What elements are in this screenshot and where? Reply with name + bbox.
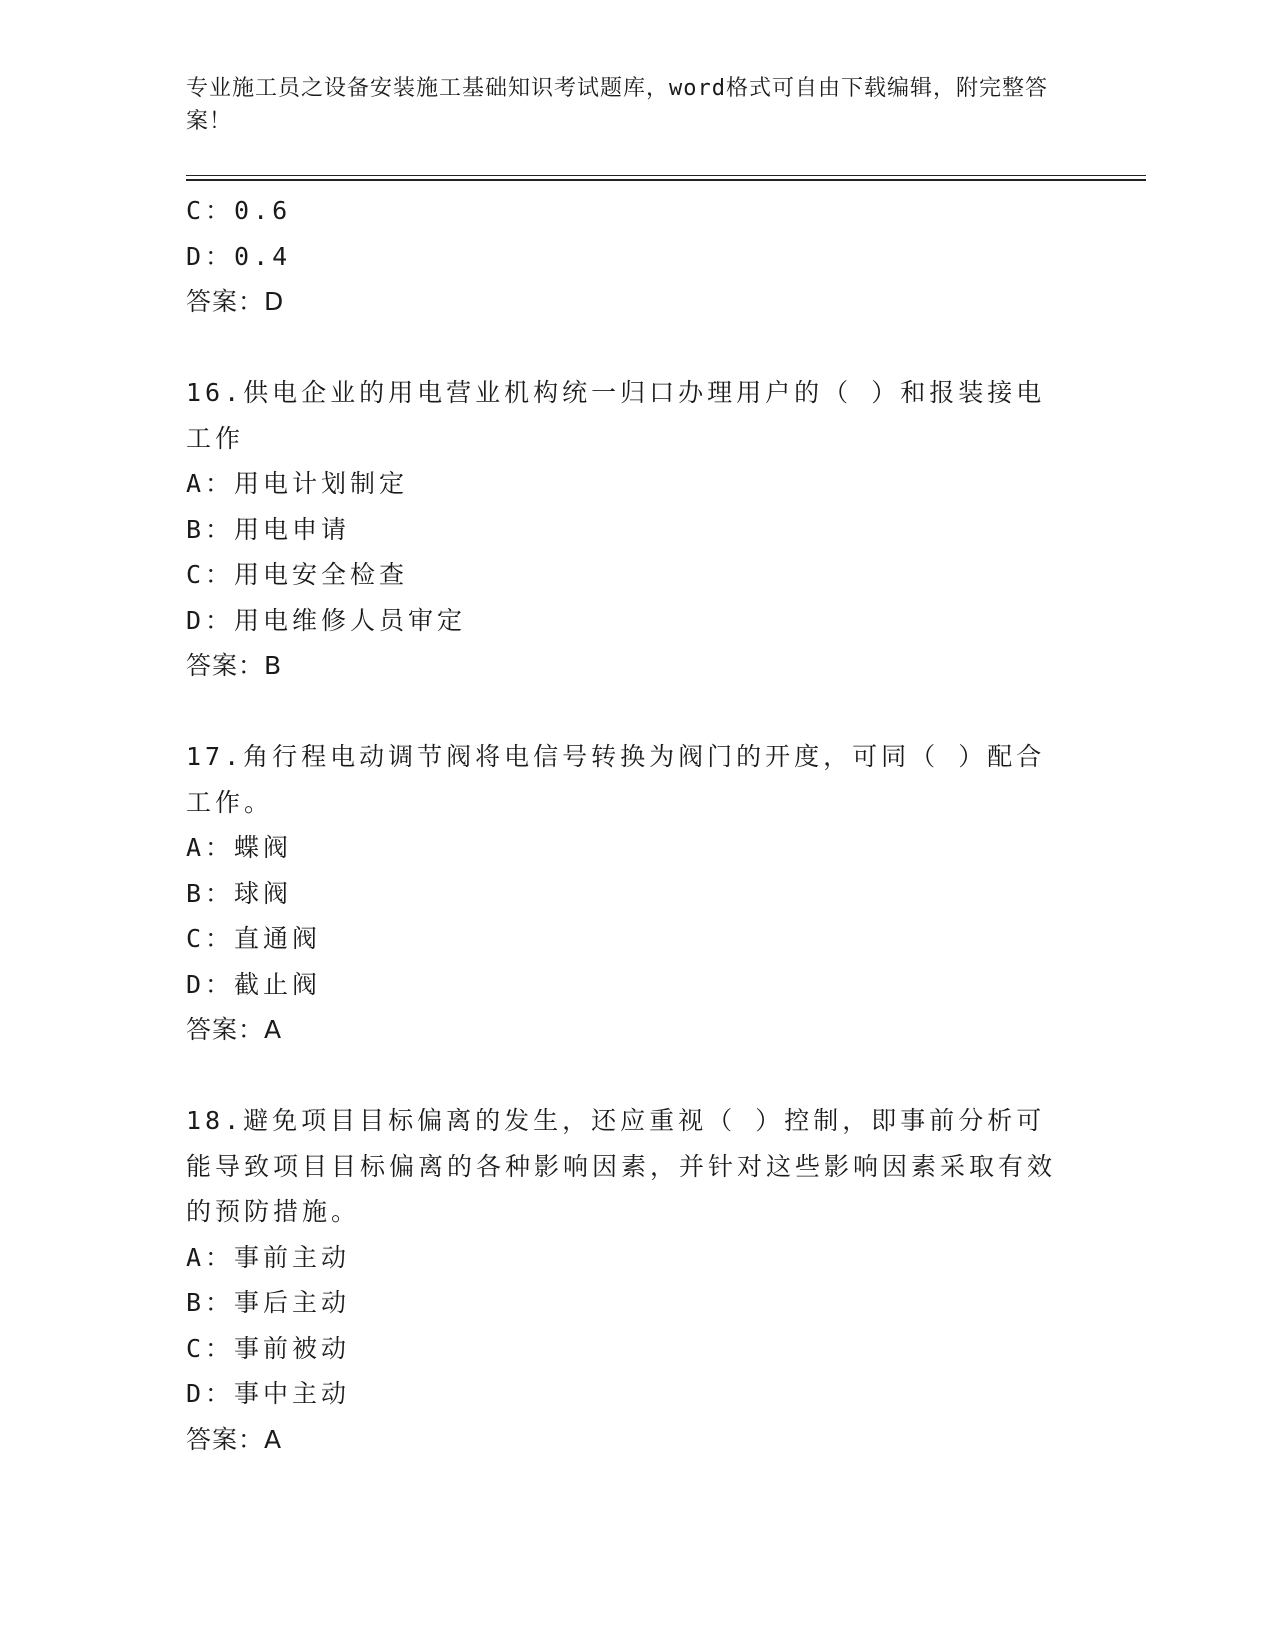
answer-line: 答案：B (186, 651, 283, 680)
header-title: 专业施工员之设备安装施工基础知识考试题库，word格式可自由下载编辑，附完整答案！ (186, 76, 1048, 134)
answer-line: 答案：A (186, 1015, 283, 1044)
option-c: C：事前被动 (186, 1333, 351, 1363)
option-c: C：0.6 (186, 196, 292, 225)
option-c: C：用电安全检查 (186, 560, 409, 589)
option-b: B：球阀 (186, 878, 293, 908)
option-a: A：蝶阀 (186, 833, 293, 862)
question-block-continued (186, 188, 1066, 325)
document-header (186, 72, 1066, 138)
option-d: D：截止阀 (186, 969, 322, 999)
option-d: D：事中主动 (186, 1379, 351, 1408)
header-divider-thick (186, 179, 1146, 181)
question-stem: 17.角行程电动调节阀将电信号转换为阀门的开度，可同（ ）配合工作。 (186, 742, 1046, 817)
header-divider-thin (186, 175, 1146, 176)
spacer (186, 689, 1066, 735)
question-stem: 16.供电企业的用电营业机构统一归口办理用户的（ ）和报装接电工作 (186, 378, 1046, 453)
option-b: B：用电申请 (186, 514, 351, 544)
option-d: D：用电维修人员审定 (186, 605, 467, 635)
option-a: A：事前主动 (186, 1242, 351, 1272)
option-a: A：用电计划制定 (186, 469, 409, 498)
spacer (186, 1053, 1066, 1099)
answer-line: 答案：A (186, 1424, 283, 1454)
option-b: B：事后主动 (186, 1288, 351, 1317)
question-block (186, 734, 1066, 1053)
option-d: D：0.4 (186, 241, 292, 271)
question-block (186, 1098, 1066, 1462)
option-c: C：直通阀 (186, 924, 322, 953)
answer-line: 答案：D (186, 287, 285, 316)
question-list (186, 188, 1066, 1462)
question-stem: 18.避免项目目标偏离的发生，还应重视（ ）控制，即事前分析可能导致项目目标偏离的各种影响因素，并针对这些影响因素采取有效的预防措施。 (186, 1106, 1057, 1226)
spacer (186, 325, 1066, 371)
question-block (186, 370, 1066, 689)
